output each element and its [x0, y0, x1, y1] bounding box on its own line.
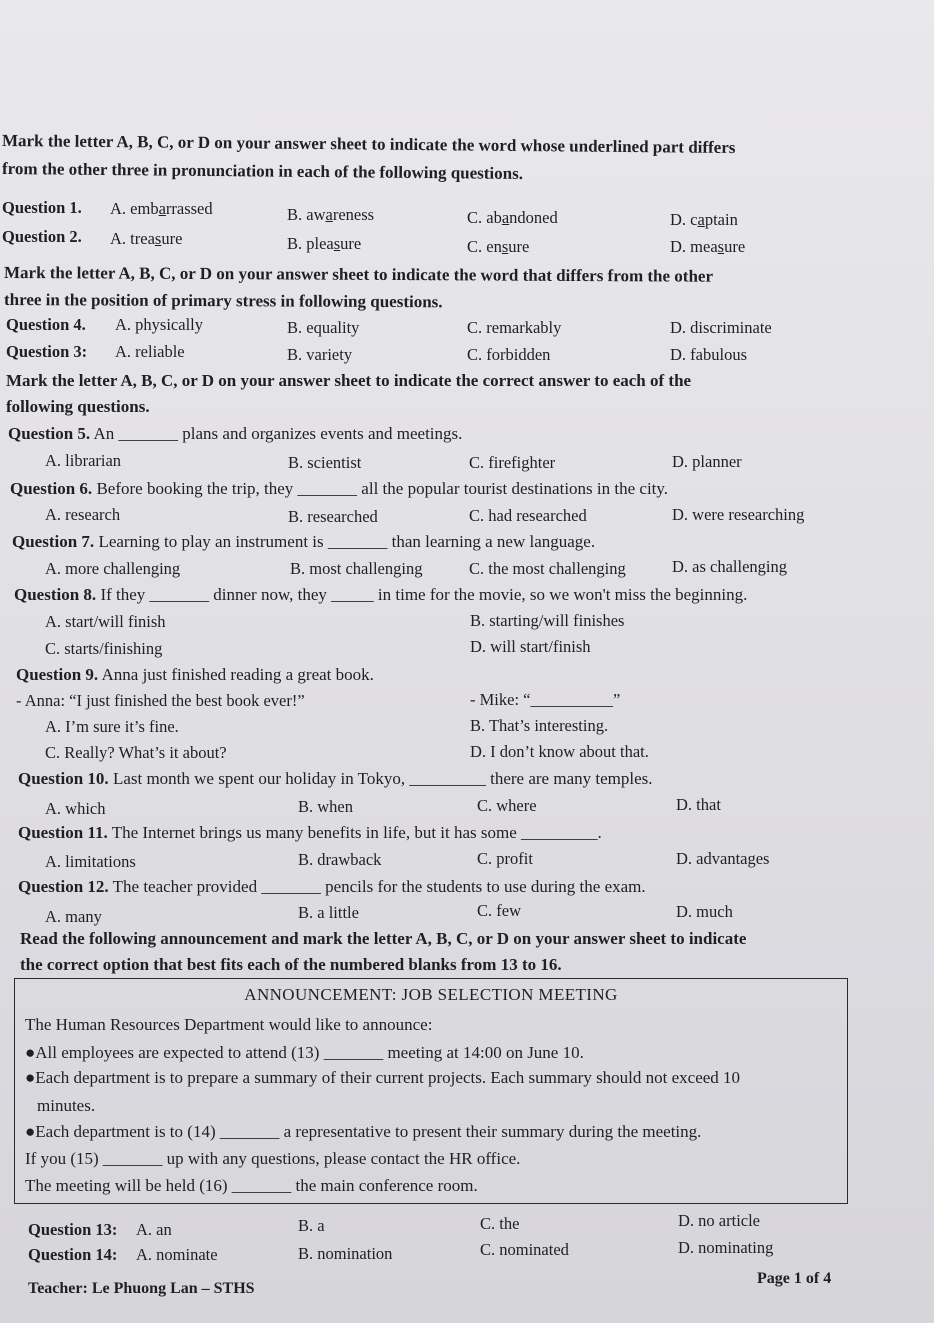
q1-option-a: A. embarrassed: [110, 199, 213, 218]
q9-mike-line: - Mike: “__________”: [470, 690, 621, 709]
q8-stem: Question 8. If they _______ dinner now, they _____ in time for the movie, so we won't miss the beginning.: [14, 585, 748, 604]
announcement-title: ANNOUNCEMENT: JOB SELECTION MEETING: [244, 985, 618, 1004]
announcement-line-5: The meeting will be held (16) _______ the main conference room.: [25, 1176, 478, 1195]
q2-option-b: B. pleasure: [287, 234, 362, 253]
instruction-pronunciation-line2: from the other three in pronunciation in each of the following questions.: [1, 159, 524, 184]
q3-option-d: D. fabulous: [670, 345, 747, 364]
instruction-stress-line2: three in the position of primary stress in following questions.: [3, 290, 443, 312]
announcement-bullet-2-cont: minutes.: [37, 1096, 96, 1115]
q10-option-b: B. when: [298, 797, 353, 816]
q13-option-d: D. no article: [678, 1211, 761, 1230]
q8-option-b: B. starting/will finishes: [470, 611, 625, 630]
q3-option-c: C. forbidden: [467, 345, 551, 364]
q4-option-c: C. remarkably: [467, 318, 562, 337]
q13-option-c: C. the: [480, 1214, 520, 1233]
q2-option-a: A. treasure: [110, 229, 183, 248]
q3-label: Question 3:: [6, 342, 88, 361]
q12-option-a: A. many: [45, 907, 102, 926]
q14-option-d: D. nominating: [678, 1238, 774, 1257]
q14-option-c: C. nominated: [480, 1240, 569, 1259]
q8-option-c: C. starts/finishing: [45, 639, 163, 658]
q9-option-d: D. I don’t know about that.: [470, 742, 649, 761]
q7-option-c: C. the most challenging: [469, 559, 626, 578]
q6-option-c: C. had researched: [469, 506, 587, 525]
q13-option-a: A. an: [136, 1220, 172, 1239]
footer-teacher: Teacher: Le Phuong Lan – STHS: [28, 1280, 255, 1297]
q11-stem: Question 11. The Internet brings us many benefits in life, but it has some _________.: [18, 823, 602, 842]
q4-option-b: B. equality: [287, 318, 360, 337]
q11-option-b: B. drawback: [298, 850, 382, 869]
q6-option-d: D. were researching: [672, 505, 805, 524]
announcement-intro: The Human Resources Department would like to announce:: [25, 1015, 433, 1034]
announcement-line-4: If you (15) _______ up with any questions, please contact the HR office.: [25, 1149, 521, 1168]
q7-option-a: A. more challenging: [45, 559, 181, 578]
q14-option-a: A. nominate: [136, 1245, 218, 1264]
q7-stem: Question 7. Learning to play an instrument is _______ than learning a new language.: [12, 532, 596, 551]
q1-option-d: D. captain: [670, 210, 738, 229]
q13-option-b: B. a: [298, 1216, 325, 1235]
q7-option-d: D. as challenging: [672, 557, 788, 576]
q11-option-a: A. limitations: [45, 852, 136, 871]
instruction-correct-line2: following questions.: [6, 397, 150, 416]
q4-option-d: D. discriminate: [670, 318, 772, 337]
q5-stem: Question 5. An _______ plans and organizes events and meetings.: [8, 424, 463, 443]
q10-option-a: A. which: [45, 799, 106, 818]
q8-option-a: A. start/will finish: [45, 612, 166, 631]
q9-stem: Question 9. Anna just finished reading a great book.: [16, 665, 374, 684]
q12-option-b: B. a little: [298, 903, 359, 922]
q1-option-c: C. abandoned: [467, 208, 558, 227]
announcement-bullet-3: ●Each department is to (14) _______ a representative to present their summary during the meeting.: [25, 1122, 702, 1141]
announcement-bullet-2: ●Each department is to prepare a summary of their current projects. Each summary should not exceed 10: [25, 1068, 741, 1087]
bullet-icon: ●: [25, 1122, 36, 1141]
q6-option-b: B. researched: [288, 507, 378, 526]
q5-option-c: C. firefighter: [469, 453, 556, 472]
q1-label: Question 1.: [2, 198, 82, 217]
q12-option-d: D. much: [676, 902, 733, 921]
q3-option-a: A. reliable: [115, 342, 185, 361]
q9-option-a: A. I’m sure it’s fine.: [45, 717, 179, 736]
instruction-reading-line2: the correct option that best fits each of the numbered blanks from 13 to 16.: [20, 955, 562, 974]
q7-option-b: B. most challenging: [290, 559, 423, 578]
q2-option-c: C. ensure: [467, 237, 530, 256]
q5-option-d: D. planner: [672, 452, 742, 471]
q5-option-b: B. scientist: [288, 453, 362, 472]
q14-label: Question 14:: [28, 1245, 118, 1264]
q10-option-d: D. that: [676, 795, 721, 814]
instruction-stress-line1: Mark the letter A, B, C, or D on your answer sheet to indicate the word that differs from the other: [3, 263, 714, 286]
q1-option-b: B. awareness: [287, 205, 375, 224]
q2-option-d: D. measure: [670, 237, 746, 256]
q9-option-c: C. Really? What’s it about?: [45, 743, 227, 762]
q4-label: Question 4.: [6, 315, 86, 334]
q9-option-b: B. That’s interesting.: [470, 716, 609, 735]
bullet-icon: ●: [25, 1068, 36, 1087]
q6-stem: Question 6. Before booking the trip, they _______ all the popular tourist destinations in the city.: [10, 479, 669, 498]
instruction-pronunciation-line1: Mark the letter A, B, C, or D on your answer sheet to indicate the word whose underlined part differs: [1, 131, 736, 158]
q10-stem: Question 10. Last month we spent our holiday in Tokyo, _________ there are many temples.: [18, 769, 653, 788]
q13-label: Question 13:: [28, 1220, 118, 1239]
q5-option-a: A. librarian: [45, 451, 122, 470]
q10-option-c: C. where: [477, 796, 537, 815]
q3-option-b: B. variety: [287, 345, 353, 364]
instruction-correct-line1: Mark the letter A, B, C, or D on your answer sheet to indicate the correct answer to each of the: [6, 371, 692, 390]
q8-option-d: D. will start/finish: [470, 637, 591, 656]
q11-option-d: D. advantages: [676, 849, 770, 868]
announcement-box: [14, 978, 848, 1204]
q12-stem: Question 12. The teacher provided _______ pencils for the students to use during the exam.: [18, 877, 646, 896]
q12-option-c: C. few: [477, 901, 521, 920]
bullet-icon: ●: [25, 1043, 36, 1062]
q6-option-a: A. research: [45, 505, 121, 524]
q2-label: Question 2.: [2, 227, 82, 246]
q9-anna-line: - Anna: “I just finished the best book ever!”: [16, 691, 305, 710]
instruction-reading-line1: Read the following announcement and mark the letter A, B, C, or D on your answer sheet to indicate: [20, 929, 747, 948]
footer-page-number: Page 1 of 4: [757, 1270, 832, 1287]
q4-option-a: A. physically: [115, 315, 203, 334]
q11-option-c: C. profit: [477, 849, 533, 868]
q14-option-b: B. nomination: [298, 1244, 393, 1263]
announcement-bullet-1: ●All employees are expected to attend (13) _______ meeting at 14:00 on June 10.: [25, 1043, 584, 1062]
